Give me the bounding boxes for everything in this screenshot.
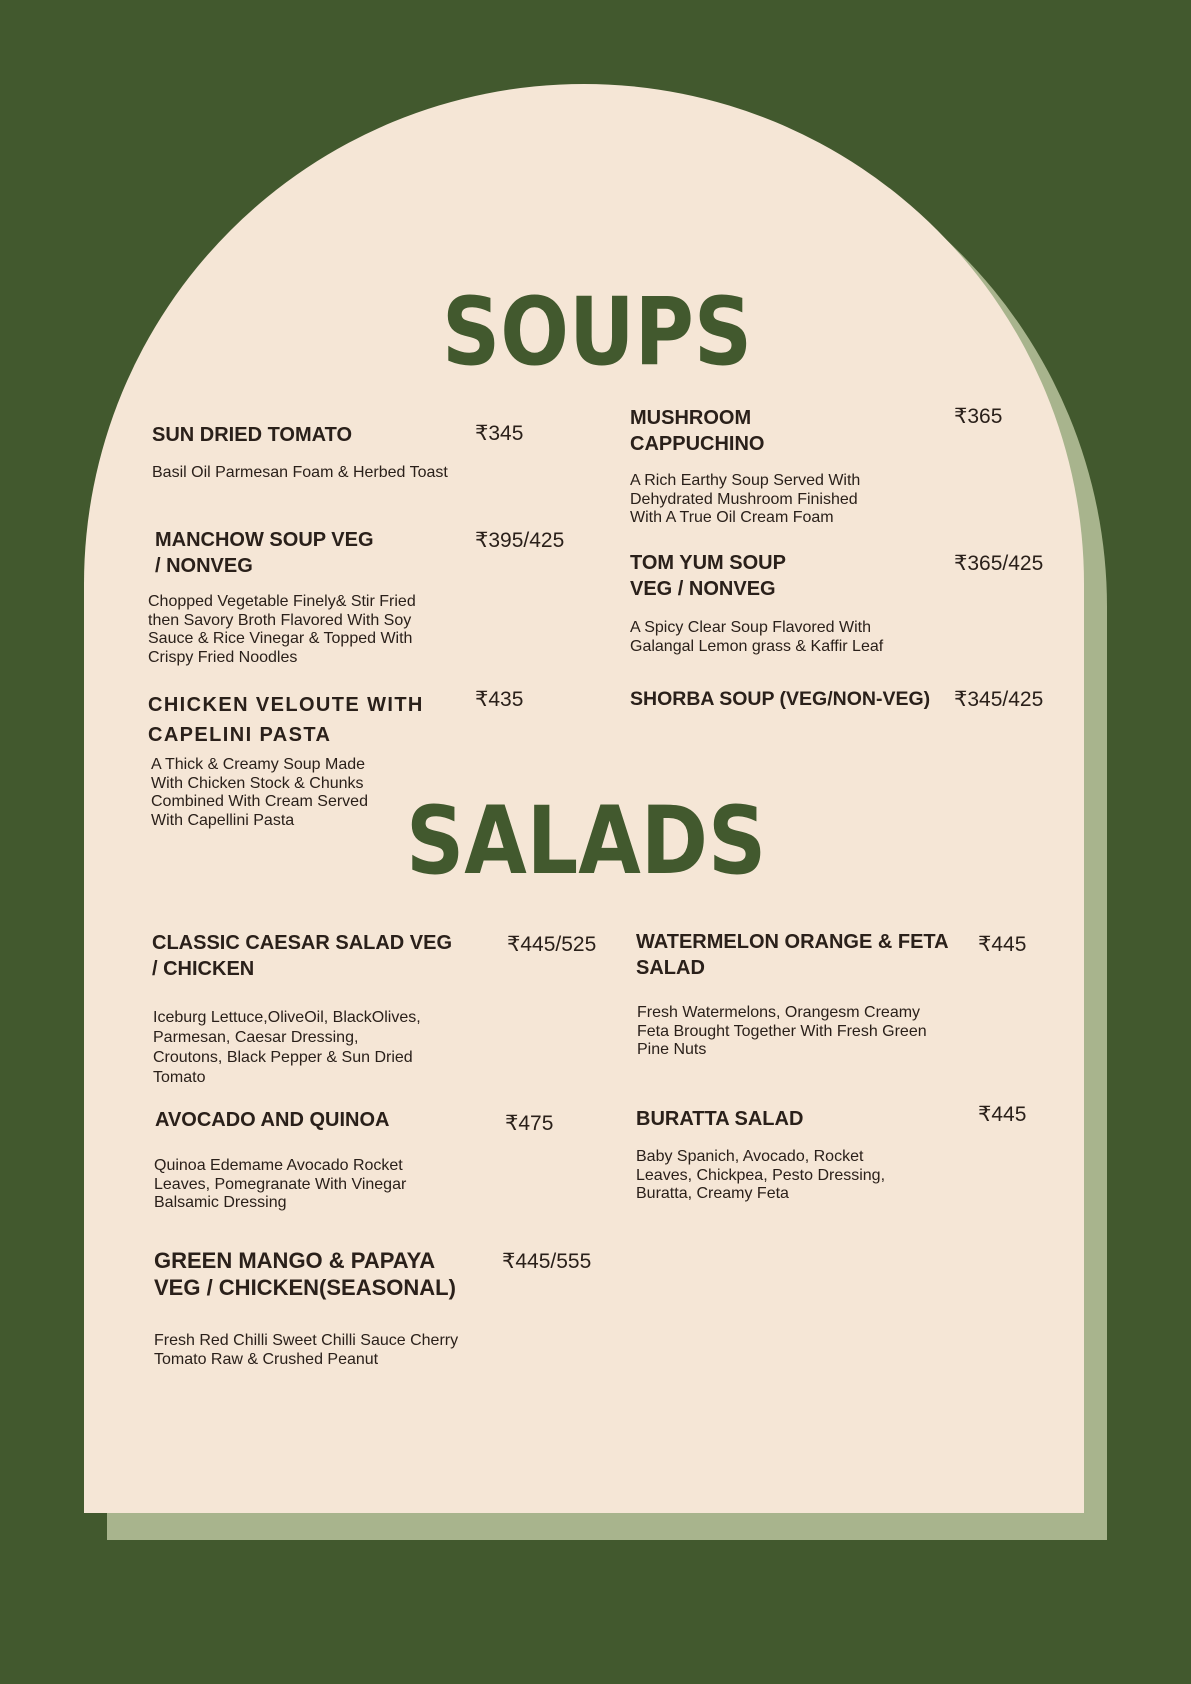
salad-green-mango-papaya-price: ₹445/555 bbox=[502, 1250, 592, 1273]
soup-mushroom-cappuchino-price: ₹365 bbox=[954, 405, 1003, 428]
salad-watermelon-orange-feta-description: Fresh Watermelons, Orangesm Creamy Feta Brought Together With Fresh Green Pine Nuts bbox=[637, 1004, 927, 1059]
soup-manchow-name: MANCHOW SOUP VEG / NONVEG bbox=[155, 529, 374, 577]
soup-tom-yum-description: A Spicy Clear Soup Flavored With Galangal Lemon grass & Kaffir Leaf bbox=[630, 619, 884, 655]
soup-sun-dried-tomato-description: Basil Oil Parmesan Foam & Herbed Toast bbox=[152, 464, 448, 481]
soup-sun-dried-tomato-price: ₹345 bbox=[475, 422, 524, 445]
salads-heading: SALADS bbox=[406, 787, 767, 896]
soup-tom-yum-price: ₹365/425 bbox=[954, 552, 1044, 575]
soup-shorba-name: SHORBA SOUP (VEG/NON-VEG) bbox=[630, 688, 931, 710]
salad-watermelon-orange-feta-name: WATERMELON ORANGE & FETA SALAD bbox=[636, 931, 949, 979]
salad-avocado-quinoa-price: ₹475 bbox=[505, 1112, 554, 1135]
soup-shorba-price: ₹345/425 bbox=[954, 688, 1044, 711]
salad-avocado-quinoa-description: Quinoa Edemame Avocado Rocket Leaves, Pomegranate With Vinegar Balsamic Dressing bbox=[154, 1157, 407, 1212]
salad-buratta-description: Baby Spanich, Avocado, Rocket Leaves, Chickpea, Pesto Dressing, Buratta, Creamy Feta bbox=[636, 1148, 886, 1203]
soup-mushroom-cappuchino-description: A Rich Earthy Soup Served With Dehydrated Mushroom Finished With A True Oil Cream Foam bbox=[630, 472, 861, 527]
salad-buratta-price: ₹445 bbox=[978, 1103, 1027, 1126]
salad-avocado-quinoa-name: AVOCADO AND QUINOA bbox=[155, 1109, 390, 1131]
salad-green-mango-papaya-name: GREEN MANGO & PAPAYA VEG / CHICKEN(SEASONAL) bbox=[154, 1248, 456, 1300]
soups-heading: SOUPS bbox=[442, 278, 753, 387]
salad-watermelon-orange-feta-price: ₹445 bbox=[978, 933, 1027, 956]
salad-green-mango-papaya-description: Fresh Red Chilli Sweet Chilli Sauce Cherry Tomato Raw & Crushed Peanut bbox=[154, 1332, 459, 1368]
salad-classic-caesar-price: ₹445/525 bbox=[507, 933, 597, 956]
soup-chicken-veloute-price: ₹435 bbox=[475, 688, 524, 711]
soup-chicken-veloute-description: A Thick & Creamy Soup Made With Chicken Stock & Chunks Combined With Cream Served With Capellini Pasta bbox=[151, 756, 368, 830]
salad-classic-caesar-description: Iceburg Lettuce,OliveOil, BlackOlives, Parmesan, Caesar Dressing, Croutons, Black Pepper & Sun Dried Tomato bbox=[153, 1009, 421, 1086]
salad-buratta-name: BURATTA SALAD bbox=[636, 1108, 804, 1130]
soup-chicken-veloute-name: CHICKEN VELOUTE WITH CAPELINI PASTA bbox=[148, 694, 424, 746]
soup-tom-yum-name: TOM YUM SOUP VEG / NONVEG bbox=[630, 552, 786, 600]
soup-manchow-price: ₹395/425 bbox=[475, 529, 565, 552]
soup-sun-dried-tomato-name: SUN DRIED TOMATO bbox=[152, 424, 353, 446]
salad-classic-caesar-name: CLASSIC CAESAR SALAD VEG / CHICKEN bbox=[152, 932, 453, 980]
soup-manchow-description: Chopped Vegetable Finely& Stir Fried then Savory Broth Flavored With Soy Sauce & Rice Vinegar & Topped With Crispy Fried Noodles bbox=[148, 593, 416, 667]
soup-mushroom-cappuchino-name: MUSHROOM CAPPUCHINO bbox=[630, 407, 765, 455]
